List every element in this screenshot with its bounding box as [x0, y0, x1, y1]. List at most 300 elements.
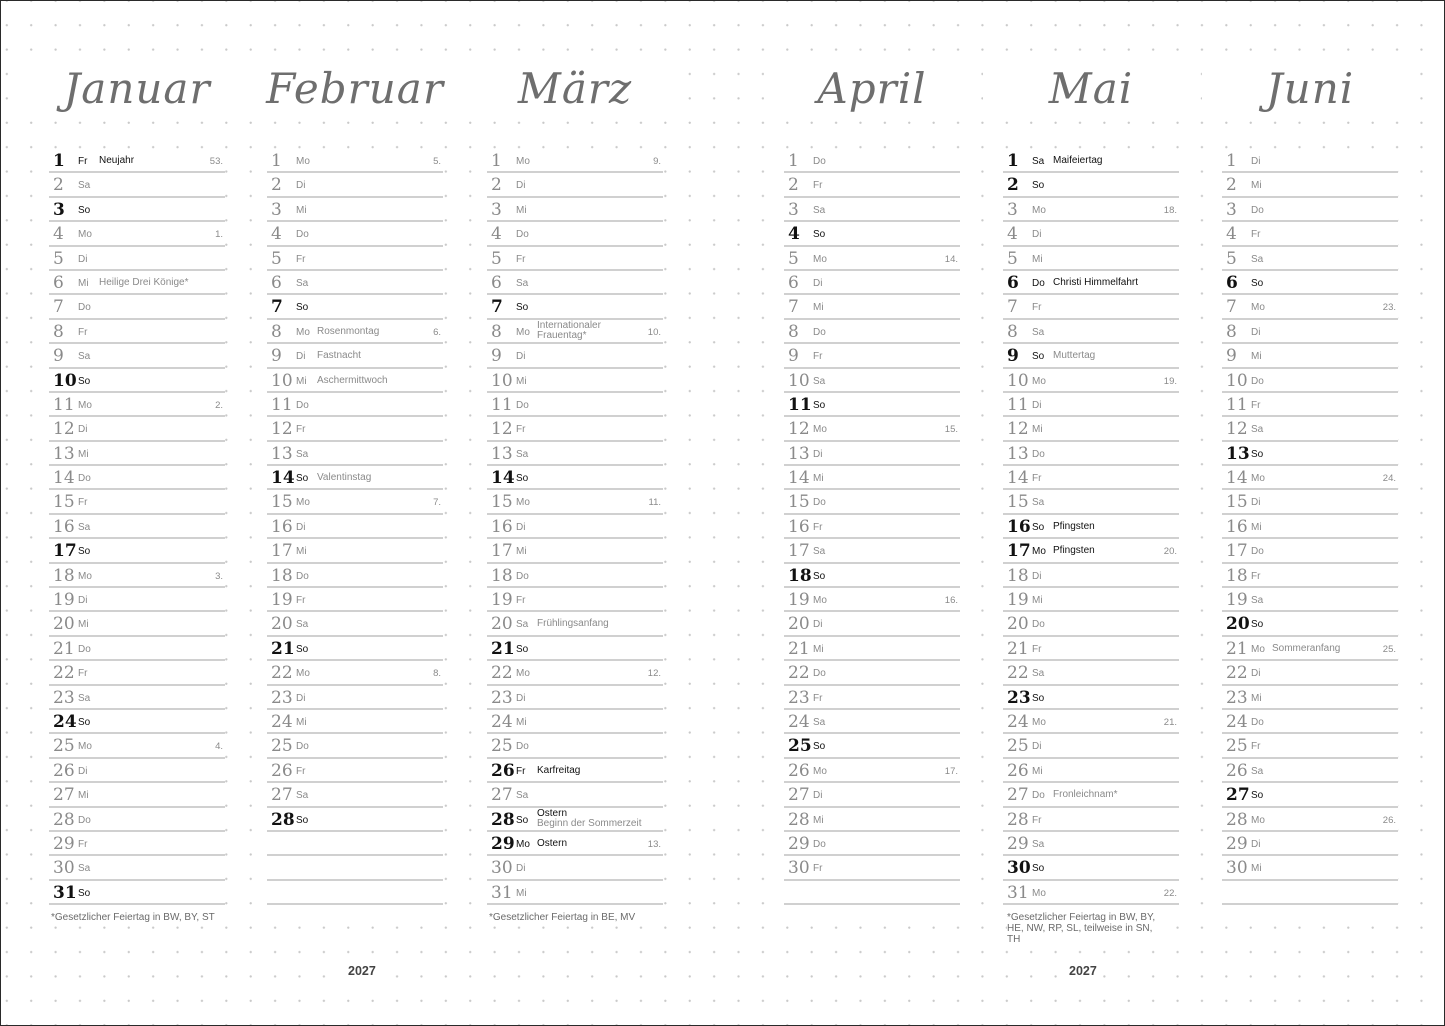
holiday-footnote: *Gesetzlicher Feiertag in BW, BY, HE, NW, RP, SL, teilweise in SN, TH [1007, 912, 1167, 945]
weekday-label: Do [78, 814, 91, 826]
day-row [267, 320, 443, 344]
weekday-label: Mi [516, 375, 527, 387]
weekday-label: Mi [78, 790, 89, 802]
weekday-label: Sa [296, 790, 309, 802]
weekday-label: Sa [516, 448, 529, 460]
weekday-label: Sa [1251, 595, 1264, 607]
weekday-label: Di [1032, 741, 1042, 753]
day-row [1222, 393, 1398, 417]
event-label [1053, 156, 1102, 166]
day-number: 15 [491, 492, 513, 513]
day-number: 13 [788, 443, 810, 464]
day-row [1222, 344, 1398, 368]
event-line: Neujahr [99, 155, 135, 166]
day-number: 24 [1007, 711, 1029, 732]
day-row [784, 637, 960, 661]
weekday-label: Do [1251, 716, 1264, 728]
weekday-label: Di [78, 424, 88, 436]
day-list [49, 149, 225, 905]
day-row [49, 612, 225, 636]
weekday-label: So [1251, 790, 1264, 802]
weekday-label: Mo [1251, 643, 1265, 655]
day-row [1003, 222, 1179, 246]
day-row [267, 417, 443, 441]
day-number: 7 [271, 297, 283, 318]
weekday-label: Di [1251, 156, 1261, 167]
weekday-label: Di [296, 521, 306, 533]
weekday-label: So [516, 643, 529, 655]
day-number: 14 [491, 468, 515, 489]
event-line: Valentinstag [317, 472, 372, 484]
weekday-label: Mi [1032, 595, 1043, 607]
week-number: 9. [653, 156, 661, 167]
day-number: 5 [53, 248, 64, 269]
day-number: 11 [271, 394, 293, 415]
year-label-right: 2027 [1066, 964, 1100, 978]
event-line: Rosenmontag [317, 325, 380, 337]
weekday-label: Do [1251, 204, 1264, 216]
weekday-label: Mo [1251, 473, 1265, 485]
day-row [1003, 783, 1179, 807]
weekday-label: Fr [78, 156, 88, 167]
day-row [267, 442, 443, 466]
weekday-label: Do [516, 570, 529, 582]
weekday-label: So [516, 302, 529, 314]
day-number: 15 [271, 492, 293, 513]
day-number: 16 [788, 516, 810, 537]
weekday-label: Mi [813, 302, 824, 314]
day-number: 9 [53, 346, 64, 367]
day-row [487, 490, 663, 514]
event-label [317, 376, 388, 386]
day-number: 17 [53, 541, 77, 562]
event-label [317, 473, 371, 483]
day-number: 20 [1226, 614, 1250, 635]
day-row [487, 686, 663, 710]
day-row [267, 490, 443, 514]
weekday-label: Mo [1032, 716, 1046, 728]
day-number: 24 [788, 711, 810, 732]
day-number: 18 [271, 565, 293, 586]
week-number: 2. [215, 399, 223, 411]
week-number: 10. [647, 326, 661, 338]
day-row [1222, 856, 1398, 880]
day-row [1222, 881, 1398, 905]
day-row [1222, 783, 1398, 807]
weekday-label: Mi [813, 473, 824, 485]
weekday-label: Di [516, 351, 526, 363]
weekday-label: Mo [78, 741, 92, 753]
day-number: 23 [1007, 687, 1031, 708]
weekday-label: Sa [78, 863, 91, 875]
day-row [1003, 149, 1179, 173]
day-number: 13 [1007, 443, 1029, 464]
event-line: Pfingsten [1053, 545, 1095, 557]
day-row [1222, 564, 1398, 588]
day-row [487, 198, 663, 222]
day-row [487, 564, 663, 588]
day-row [1003, 661, 1179, 685]
day-row [267, 661, 443, 685]
weekday-label: Do [78, 302, 91, 314]
day-number: 15 [1007, 492, 1029, 513]
event-line: Muttertag [1053, 350, 1096, 362]
day-number: 2 [271, 175, 282, 196]
weekday-label: Fr [516, 765, 526, 777]
weekday-label: Mo [516, 838, 530, 850]
day-number: 26 [53, 760, 75, 781]
event-line: Internationaler [537, 319, 601, 331]
day-number: 5 [1007, 248, 1018, 269]
weekday-label: Do [296, 399, 309, 411]
day-row [784, 856, 960, 880]
day-row [1222, 271, 1398, 295]
weekday-label: Mo [1251, 302, 1265, 314]
week-number: 26. [1382, 814, 1396, 826]
day-number: 17 [491, 541, 513, 562]
day-number: 30 [491, 858, 513, 879]
day-row [267, 369, 443, 393]
day-number: 26 [491, 760, 515, 781]
weekday-label: Di [516, 180, 526, 192]
day-row [784, 612, 960, 636]
day-row [487, 271, 663, 295]
day-number: 10 [491, 370, 513, 391]
weekday-label: Fr [1032, 473, 1042, 485]
event-label [537, 321, 601, 341]
day-row [1222, 442, 1398, 466]
weekday-label: Di [296, 180, 306, 192]
week-number: 11. [648, 497, 661, 509]
weekday-label: Do [1032, 790, 1045, 802]
event-line: Aschermittwoch [317, 374, 388, 386]
day-row [49, 515, 225, 539]
day-row [1222, 588, 1398, 612]
event-label [99, 278, 189, 288]
day-row [1003, 295, 1179, 319]
day-row [267, 539, 443, 563]
day-row [1003, 734, 1179, 758]
weekday-label: So [813, 399, 826, 411]
day-number: 31 [491, 882, 513, 903]
weekday-label: Mo [813, 253, 827, 265]
weekday-label: Sa [516, 619, 529, 631]
day-row [1222, 173, 1398, 197]
day-row [784, 369, 960, 393]
day-row [784, 393, 960, 417]
day-number: 22 [53, 663, 75, 684]
weekday-label: Di [1032, 399, 1042, 411]
event-line: Ostern [537, 837, 568, 849]
weekday-label: Fr [78, 838, 88, 850]
day-number: 25 [1226, 736, 1248, 757]
week-number: 17. [944, 765, 958, 777]
day-row [1003, 466, 1179, 490]
weekday-label: Mo [813, 765, 827, 777]
day-row [1003, 832, 1179, 856]
weekday-label: So [296, 814, 309, 826]
day-number: 24 [53, 711, 77, 732]
weekday-label: Di [1251, 668, 1261, 680]
holiday-footnote: *Gesetzlicher Feiertag in BE, MV [489, 912, 665, 923]
day-row [1003, 247, 1179, 271]
day-number: 25 [53, 736, 75, 757]
day-row [49, 295, 225, 319]
day-number: 1 [788, 151, 799, 171]
day-row [784, 881, 960, 905]
weekday-label: Mo [813, 595, 827, 607]
weekday-label: Fr [1251, 570, 1261, 582]
weekday-label: Mo [516, 668, 530, 680]
weekday-label: So [78, 546, 91, 558]
day-row [784, 539, 960, 563]
weekday-label: Di [1251, 326, 1261, 338]
day-row [784, 515, 960, 539]
day-row [1222, 759, 1398, 783]
day-number: 18 [491, 565, 513, 586]
day-row [1222, 149, 1398, 173]
day-row [49, 271, 225, 295]
day-row [784, 271, 960, 295]
weekday-label: Sa [813, 375, 826, 387]
day-row [487, 466, 663, 490]
weekday-label: So [813, 229, 826, 241]
day-number: 11 [1007, 394, 1029, 415]
day-row [1222, 734, 1398, 758]
day-number: 28 [1226, 809, 1248, 830]
day-number: 20 [491, 614, 513, 635]
day-row [487, 295, 663, 319]
day-number: 1 [1007, 151, 1019, 171]
day-row [267, 832, 443, 856]
day-row [1222, 710, 1398, 734]
day-row [487, 222, 663, 246]
day-row [1003, 637, 1179, 661]
weekday-label: Sa [1251, 765, 1264, 777]
weekday-label: Sa [296, 619, 309, 631]
day-row [49, 881, 225, 905]
day-number: 9 [271, 346, 282, 367]
day-row [784, 295, 960, 319]
day-row [1222, 247, 1398, 271]
event-label [537, 809, 642, 829]
day-number: 30 [788, 858, 810, 879]
day-number: 22 [491, 663, 513, 684]
day-row [1003, 369, 1179, 393]
weekday-label: Sa [1251, 424, 1264, 436]
weekday-label: So [78, 375, 91, 387]
month-title: Februar [247, 59, 463, 119]
weekday-label: Do [813, 326, 826, 338]
day-row [49, 539, 225, 563]
day-row [267, 783, 443, 807]
week-number: 23. [1382, 302, 1396, 314]
weekday-label: Mi [1251, 180, 1262, 192]
weekday-label: Di [296, 692, 306, 704]
day-row [487, 783, 663, 807]
day-row [1222, 295, 1398, 319]
day-number: 23 [271, 687, 293, 708]
day-number: 16 [271, 516, 293, 537]
day-number: 11 [53, 394, 75, 415]
weekday-label: Sa [1032, 326, 1045, 338]
event-line: Christi Himmelfahrt [1053, 276, 1139, 288]
day-row [49, 466, 225, 490]
day-row [267, 686, 443, 710]
weekday-label: Sa [1032, 156, 1045, 167]
day-number: 27 [1007, 785, 1029, 806]
day-number: 19 [271, 590, 293, 611]
day-row [487, 369, 663, 393]
day-number: 30 [1226, 858, 1248, 879]
day-row [1222, 198, 1398, 222]
day-row [784, 320, 960, 344]
weekday-label: Do [296, 570, 309, 582]
event-label [1053, 522, 1095, 532]
weekday-label: Sa [296, 277, 309, 289]
event-label [317, 351, 361, 361]
day-number: 10 [53, 370, 77, 391]
day-row [784, 417, 960, 441]
day-number: 26 [788, 760, 810, 781]
day-row [49, 686, 225, 710]
day-number: 1 [53, 151, 65, 171]
day-row [267, 295, 443, 319]
weekday-label: Mi [516, 204, 527, 216]
day-row [784, 734, 960, 758]
day-number: 18 [1226, 565, 1248, 586]
day-row [1003, 393, 1179, 417]
day-number: 14 [53, 468, 75, 489]
weekday-label: Mi [296, 546, 307, 558]
day-number: 7 [53, 297, 64, 318]
event-line: Fronleichnam* [1053, 789, 1118, 801]
day-row [49, 759, 225, 783]
day-number: 23 [491, 687, 513, 708]
week-number: 19. [1163, 375, 1177, 387]
weekday-label: So [813, 741, 826, 753]
day-row [267, 344, 443, 368]
weekday-label: So [1032, 521, 1045, 533]
weekday-label: Di [1251, 497, 1261, 509]
day-number: 25 [271, 736, 293, 757]
day-row [1003, 759, 1179, 783]
day-row [784, 149, 960, 173]
day-number: 25 [788, 736, 812, 757]
weekday-label: Mi [516, 887, 527, 899]
weekday-label: Fr [296, 253, 306, 265]
day-number: 8 [1226, 321, 1237, 342]
day-number: 23 [1226, 687, 1248, 708]
week-number: 16. [944, 595, 958, 607]
day-row [487, 710, 663, 734]
week-number: 18. [1163, 204, 1177, 216]
week-number: 53. [209, 156, 223, 167]
day-row [784, 564, 960, 588]
day-number: 16 [491, 516, 513, 537]
day-list [784, 149, 960, 905]
day-row [784, 783, 960, 807]
weekday-label: Fr [813, 521, 823, 533]
day-number: 24 [491, 711, 513, 732]
day-number: 2 [1226, 175, 1237, 196]
day-number: 30 [53, 858, 75, 879]
event-label [1053, 351, 1095, 361]
weekday-label: Do [516, 741, 529, 753]
day-number: 28 [1007, 809, 1029, 830]
day-number: 1 [491, 151, 502, 171]
day-row [784, 490, 960, 514]
weekday-label: Fr [78, 326, 88, 338]
day-row [49, 320, 225, 344]
day-number: 19 [1007, 590, 1029, 611]
day-number: 13 [271, 443, 293, 464]
weekday-label: Sa [813, 546, 826, 558]
event-label [537, 619, 609, 629]
day-number: 1 [271, 151, 282, 171]
day-row [267, 881, 443, 905]
weekday-label: So [1032, 863, 1045, 875]
day-number: 12 [788, 419, 810, 440]
day-row [1222, 612, 1398, 636]
weekday-label: Di [78, 765, 88, 777]
day-row [49, 222, 225, 246]
weekday-label: So [1251, 277, 1264, 289]
day-row [267, 247, 443, 271]
day-row [267, 271, 443, 295]
day-row [267, 808, 443, 832]
day-number: 15 [1226, 492, 1248, 513]
weekday-label: Fr [1032, 302, 1042, 314]
day-number: 23 [53, 687, 75, 708]
day-row [487, 832, 663, 856]
day-number: 21 [491, 638, 515, 659]
day-number: 19 [1226, 590, 1248, 611]
day-row [1222, 637, 1398, 661]
day-row [487, 149, 663, 173]
day-number: 8 [491, 321, 502, 342]
weekday-label: Mi [296, 375, 307, 387]
weekday-label: Sa [78, 180, 91, 192]
day-number: 28 [53, 809, 75, 830]
weekday-label: Mo [78, 229, 92, 241]
day-number: 17 [271, 541, 293, 562]
weekday-label: Mi [296, 716, 307, 728]
day-number: 4 [1226, 224, 1237, 245]
day-number: 29 [53, 833, 75, 854]
weekday-label: Do [813, 497, 826, 509]
week-number: 25. [1382, 643, 1396, 655]
day-number: 9 [1226, 346, 1237, 367]
weekday-label: Mo [78, 570, 92, 582]
week-number: 6. [433, 326, 441, 338]
weekday-label: Mo [1251, 814, 1265, 826]
event-line: Beginn der Sommerzeit [537, 817, 642, 829]
week-number: 1. [215, 229, 223, 241]
week-number: 20. [1163, 546, 1177, 558]
day-row [784, 247, 960, 271]
day-row [1222, 466, 1398, 490]
weekday-label: So [1251, 448, 1264, 460]
day-row [784, 588, 960, 612]
day-row [49, 734, 225, 758]
weekday-label: Di [78, 253, 88, 265]
month-title: März [467, 59, 683, 119]
weekday-label: Do [296, 229, 309, 241]
day-list [1222, 149, 1398, 905]
day-number: 8 [53, 321, 64, 342]
day-row [1003, 612, 1179, 636]
